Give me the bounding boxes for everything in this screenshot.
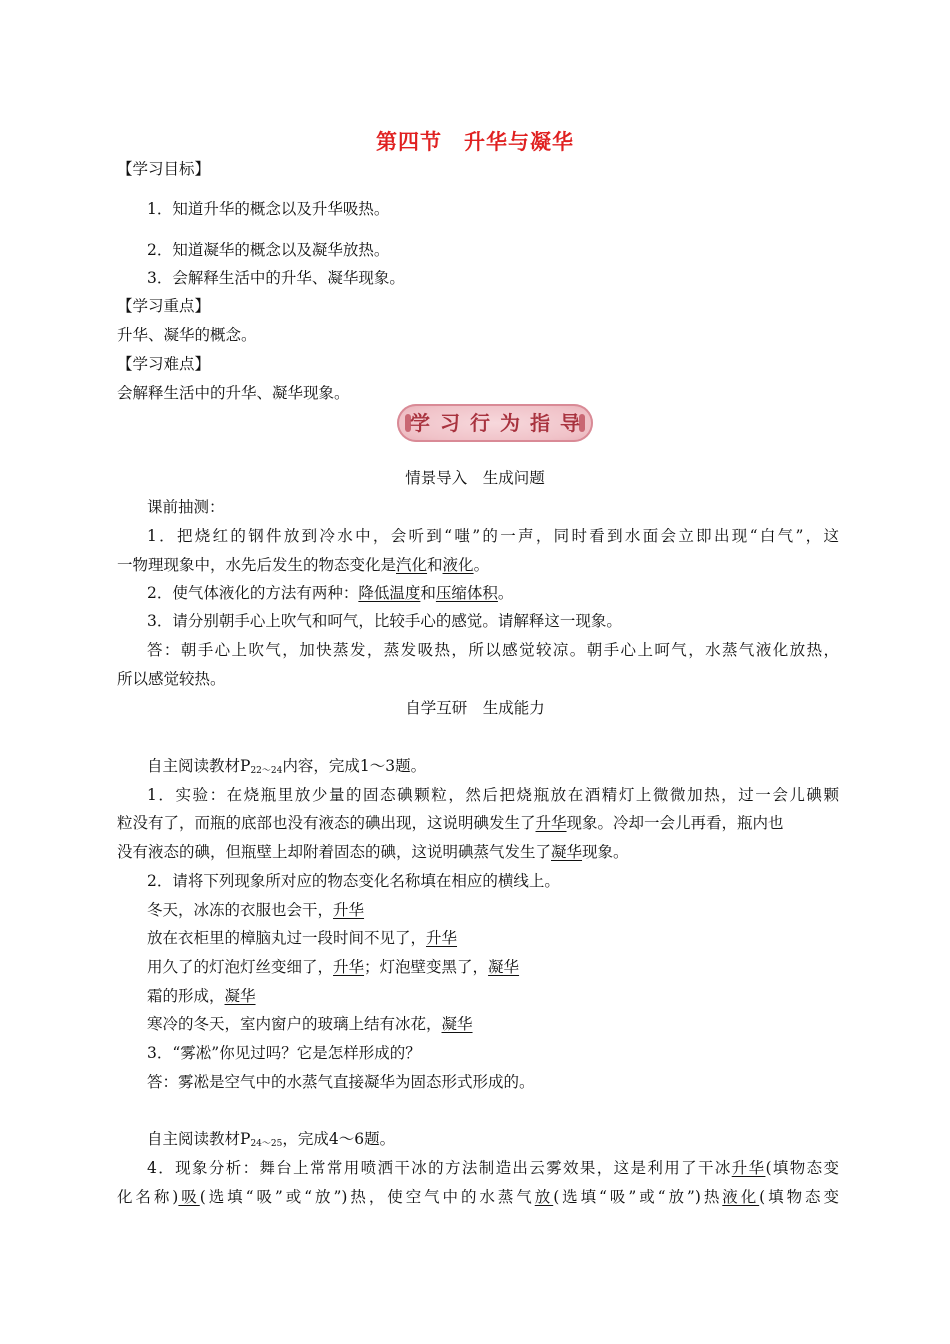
answer-blank: 升华: [333, 901, 365, 919]
key-heading: 【学习重点】: [117, 297, 211, 315]
answer-blank: 凝华: [551, 843, 583, 861]
answer-blank: 升华: [426, 929, 458, 947]
difficulty-heading: 【学习难点】: [117, 355, 211, 373]
q1-line3: 没有液态的碘，但瓶壁上却附着固态的碘，这说明碘蒸气发生了凝华现象。: [117, 843, 629, 861]
answer-blank: 升华: [333, 958, 365, 976]
q2-intro: 2．请将下列现象所对应的物态变化名称填在相应的横线上。: [147, 872, 560, 890]
q2-item: 冬天，冰冻的衣服也会干，升华: [147, 901, 365, 919]
banner-text: 学习行为指导: [410, 411, 590, 435]
q2-item: 放在衣柜里的樟脑丸过一段时间不见了，升华: [147, 929, 458, 947]
answer-blank: 压缩体积: [435, 584, 498, 602]
q2-item: 寒冷的冬天，室内窗户的玻璃上结有冰花，凝华: [147, 1015, 473, 1033]
page-title: 第四节 升华与凝华: [376, 130, 574, 154]
answer-blank: 凝华: [441, 1015, 473, 1033]
goal-item: 1．知道升华的概念以及升华吸热。: [147, 200, 390, 218]
pretest-label: 课前抽测：: [147, 498, 225, 516]
pretest-q1-line1: 1．把烧红的钢件放到冷水中，会听到“嗤”的一声，同时看到水面会立即出现“白气”，这: [147, 527, 839, 545]
q2-item: 用久了的灯泡灯丝变细了，升华；灯泡壁变黑了，凝华: [147, 958, 520, 976]
reading-instruction-1: 自主阅读教材$P_{22\sim 24}$内容，完成1～3题。: [147, 757, 427, 776]
q1-line1: 1．实验：在烧瓶里放少量的固态碘颗粒，然后把烧瓶放在酒精灯上微微加热，过一会儿碘颗: [147, 786, 839, 804]
section2-heading: 自学互研 生成能力: [405, 699, 545, 717]
key-text: 升华、凝华的概念。: [117, 326, 257, 344]
pretest-q2: 2．使气体液化的方法有两种：降低温度和压缩体积。: [147, 584, 514, 602]
pretest-q3: 3．请分别朝手心上吹气和呵气，比较手心的感觉。请解释这一现象。: [147, 612, 622, 630]
q2-item: 霜的形成，凝华: [147, 987, 256, 1005]
section1-heading: 情景导入 生成问题: [405, 469, 545, 487]
answer-blank: 放: [534, 1188, 554, 1206]
answer-blank: 液化: [722, 1188, 760, 1206]
q4-line1: 4．现象分析：舞台上常常用喷洒干冰的方法制造出云雾效果，这是利用了干冰升华(填物态变: [147, 1159, 839, 1177]
q3-question: 3．“雾凇”你见过吗？它是怎样形成的？: [147, 1044, 421, 1062]
goals-heading: 【学习目标】: [117, 160, 211, 178]
q3-answer: 答：雾凇是空气中的水蒸气直接凝华为固态形式形成的。: [147, 1073, 535, 1091]
reading-instruction-2: 自主阅读教材$P_{24\sim 25}$，完成4～6题。: [147, 1130, 396, 1149]
answer-blank: 液化: [442, 556, 474, 574]
section-banner: [397, 404, 593, 442]
goal-item: 3．会解释生活中的升华、凝华现象。: [147, 269, 405, 287]
q1-line2: 粒没有了，而瓶的底部也没有液态的碘出现，这说明碘发生了升华现象。冷却一会儿再看，瓶内也: [117, 814, 784, 832]
answer-blank: 升华: [731, 1159, 766, 1177]
pretest-answer-line1: 答：朝手心上吹气，加快蒸发，蒸发吸热，所以感觉较凉。朝手心上呵气，水蒸气液化放热，: [147, 641, 839, 659]
answer-blank: 凝华: [224, 987, 256, 1005]
pretest-answer-line2: 所以感觉较热。: [117, 670, 226, 688]
answer-blank: 凝华: [488, 958, 520, 976]
answer-blank: 升华: [535, 814, 567, 832]
answer-blank: 降低温度: [358, 584, 421, 602]
pretest-q1-line2: 一物理现象中，水先后发生的物态变化是汽化和液化。: [117, 556, 490, 574]
answer-blank: 吸: [178, 1188, 200, 1206]
goal-item: 2．知道凝华的概念以及凝华放热。: [147, 241, 390, 259]
answer-blank: 汽化: [396, 556, 428, 574]
q4-line2: 化名称)吸(选填“吸”或“放”)热，使空气中的水蒸气放(选填“吸”或“放”)热液化(填物态变: [117, 1188, 839, 1206]
difficulty-text: 会解释生活中的升华、凝华现象。: [117, 384, 350, 402]
